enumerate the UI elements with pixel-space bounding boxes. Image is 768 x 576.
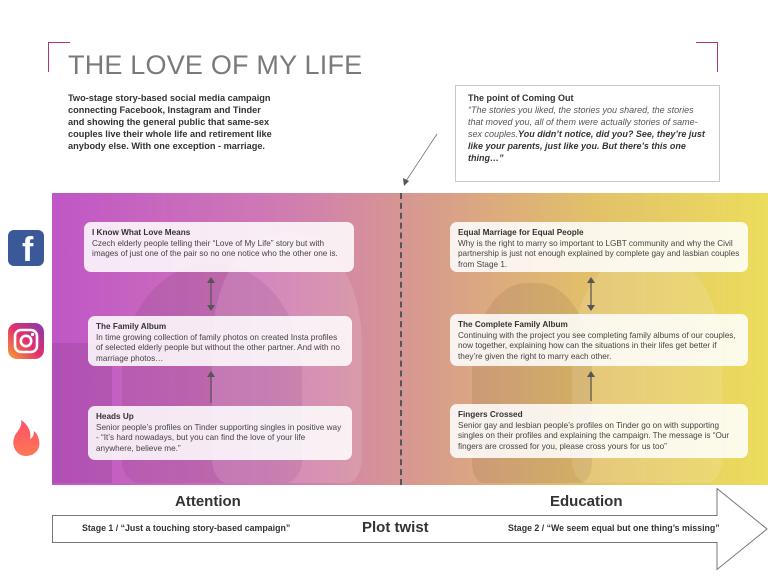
card-text: Why is the right to marry so important to LGBT community and why the Civil partnership is just not enough explained by complete gay and lasbian couples from Stage 1.	[458, 238, 740, 269]
stage-divider	[400, 193, 402, 485]
card-text: Czech elderly people telling their “Love of My Life” story but with images of just one of the pair so no one notice who the other one is.	[92, 238, 338, 259]
card-text: In time growing collection of family photos on created Insta profiles of selected elderly people but without the other partner. And with no marriage photos…	[96, 332, 340, 363]
facebook-icon	[8, 230, 44, 269]
callout-title: The point of Coming Out	[468, 93, 574, 103]
callout-body	[468, 105, 709, 164]
card-the-family-album	[88, 316, 352, 366]
card-i-know-what-love-means	[84, 222, 354, 272]
plot-twist-label: Plot twist	[362, 519, 429, 536]
up-arrow-connector	[205, 370, 217, 404]
corner-bracket-top-right	[696, 42, 718, 72]
corner-bracket-top-left	[48, 42, 70, 72]
card-title: Equal Marriage for Equal People	[458, 228, 584, 237]
card-title: Heads Up	[96, 412, 134, 421]
card-text: Senior people’s profiles on Tinder supporting singles in positive way - “It’s hard nowadays, but you can find the love of your life anywhere, believe me.”	[96, 422, 342, 453]
tinder-flame-icon	[8, 418, 44, 454]
callout-body-bold: You didn’t notice, did you? See, they’re just like your parents, just like you. But there’s this one thing…”	[468, 128, 705, 163]
double-arrow-connector	[585, 276, 597, 312]
up-arrow-connector	[585, 370, 597, 402]
card-title: The Complete Family Album	[458, 320, 568, 329]
facebook-glyph: f	[22, 231, 34, 269]
card-text: Continuing with the project you see completing family albums of our couples, now together, explaining how can the situations in their lifes get better if they’re given the right to marry each other.	[458, 330, 736, 361]
instagram-glyph	[8, 323, 44, 359]
card-text: Senior gay and lesbian people’s profiles on Tinder go on with supporting singles on their profiles and explaining the campaign. The message is “Our fingers are crossed for you, please cross yours for us too”	[458, 420, 730, 451]
page-title: THE LOVE OF MY LIFE	[68, 50, 363, 80]
instagram-icon	[8, 323, 44, 359]
card-the-complete-family-album	[450, 314, 748, 366]
callout-body-plain: “The stories you liked, the stories you shared, the stories that moved you, all of them were actually stories of same-sex couples.	[468, 105, 698, 139]
card-fingers-crossed	[450, 404, 748, 458]
card-title: Fingers Crossed	[458, 410, 523, 419]
stage-1-label: Stage 1 / “Just a touching story-based campaign”	[82, 523, 291, 533]
tinder-flame-glyph	[8, 418, 44, 458]
card-title: The Family Album	[96, 322, 167, 331]
phase-education-label: Education	[550, 493, 623, 510]
card-equal-marriage	[450, 222, 748, 272]
stage-2-label: Stage 2 / “We seem equal but one thing’s missing”	[508, 523, 720, 533]
card-title: I Know What Love Means	[92, 228, 191, 237]
card-heads-up	[88, 406, 352, 460]
intro-text: Two-stage story-based social media campaign connecting Facebook, Instagram and Tinder and showing the general public that same-sex couples live their whole life and retirement like anybody else. With one exception - marriage.	[68, 93, 272, 151]
double-arrow-connector	[205, 276, 217, 312]
coming-out-callout	[455, 85, 720, 182]
phase-attention-label: Attention	[175, 493, 241, 510]
